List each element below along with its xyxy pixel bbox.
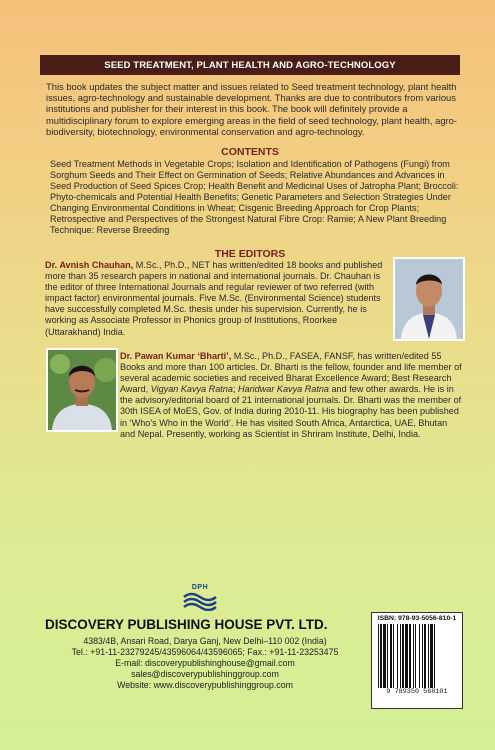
editor2-text-part2: and few other awards. He is in the advisory/editorial board of 21 international journals. Dr. Bharti was the member of 30th ISEA of MoES, Gov. of India during 2010-11. His biography has been published in ‘Who’s Who in the World’. He has visited South Africa, Antarctica, UAE, Bhutan and Nepal. Presently, working as Scientist in Shriram Institute, Delhi, India. — [120, 384, 462, 439]
contents-text: Seed Treatment Methods in Vegetable Crops; Isolation and Identification of Pathogens (Fungi) from Sorghum Seeds and Their Effect on Germination of Seeds; Relative Abundances and Advances in Seed Production of Seed Spices Crop; Health Benefit and Medicinal Uses of Jatropha Plant; Broccoli: Phyto-chemicals and Potential Health Benefits; Genetic Parameters and Selection Strategies Under Changing Environmental Conditions in Wheat; Cisgenic Breeding Approach for Crop Plants; Retrospective and Perspectives of the Strongest Natural Fibre Crop: Ramie; A New Plant Breeding Technique: Reverse Breeding — [50, 159, 459, 235]
barcode-icon — [376, 624, 458, 688]
editors-heading: THE EDITORS — [214, 248, 286, 260]
intro-paragraph: This book updates the subject matter and issues related to Seed treatment technology, plant health issues, agro-technology and sustainable development. Thanks are due to contributors from various institutions and publisher for their interest in this book. The book will definitely provide a multidisciplinary forum to explore emerging areas in the field of seed technology, plant health, agro-biodiversity, biotechnology, environmental conservation and agro-technology. — [46, 81, 457, 137]
editor2-text-part1: M.Sc., Ph.D., FASEA, FANSF, has written/edited 55 Books and more than 100 articles. Dr. Bharti is the fellow, founder and life member of several academic societies and received Bharat Excellence Award; Best Research Award, — [120, 351, 462, 395]
editor2-name: Dr. Pawan Kumar ‘Bharti’, — [120, 351, 232, 361]
publisher-logo — [182, 584, 218, 616]
isbn-label: ISBN: 978-93-5056-810-1 — [377, 615, 457, 622]
publisher-phone: Tel.: +91-11-23279245/43596064/43596065; Fax.: +91-11-23253475 — [71, 646, 339, 657]
editor1-name: Dr. Avnish Chauhan, — [45, 260, 134, 270]
contents-heading: CONTENTS — [221, 146, 279, 158]
publisher-name: DISCOVERY PUBLISHING HOUSE PVT. LTD. — [45, 617, 328, 632]
publisher-website: Website: www.discoverypublishinggroup.com — [117, 679, 293, 690]
award-vigyan-kavya-ratna: Vigyan Kavya Ratna — [150, 384, 233, 395]
wave-logo-icon — [182, 591, 218, 611]
editor2-portrait-icon — [48, 350, 116, 430]
publisher-address: 4383/4B, Ansari Road, Darya Ganj, New Delhi–110 002 (India) — [83, 636, 327, 646]
barcode-digits: 9 789350 568101 — [386, 688, 448, 696]
isbn-barcode — [371, 612, 463, 709]
award-haridwar-kavya-ratna: Haridwar Kavya Ratna — [237, 384, 329, 395]
award-separator: ; — [232, 384, 238, 395]
editor2-bio — [120, 351, 464, 440]
publisher-email2: sales@discoverypublishinggroup.com — [131, 668, 279, 679]
editor1-bio — [45, 260, 389, 338]
editor1-text: M.Sc., Ph.D., NET has written/edited 18 books and published more than 35 research papers in national and international journals. Dr. Chauhan is the editor of three International Journals and regular reviewer of two referred (with impact factor) environmental journals. Five M.Sc. (Environmental Science) students have successfully completed M.Sc. thesis under his supervision. Currently, he is working as Associate Professor in Phonics group of Institutions, Roorkee (Uttarakhand) India. — [45, 260, 383, 337]
book-title: SEED TREATMENT, PLANT HEALTH AND AGRO-TECHNOLOGY — [104, 59, 396, 71]
editor1-photo — [393, 257, 465, 341]
publisher-address-block — [40, 636, 370, 691]
publisher-email: E-mail: discoverypublishinghouse@gmail.com — [115, 657, 295, 668]
title-bar — [40, 55, 460, 75]
editor1-portrait-icon — [395, 259, 463, 339]
logo-text: DPH — [191, 584, 209, 591]
editor2-photo — [46, 348, 118, 432]
